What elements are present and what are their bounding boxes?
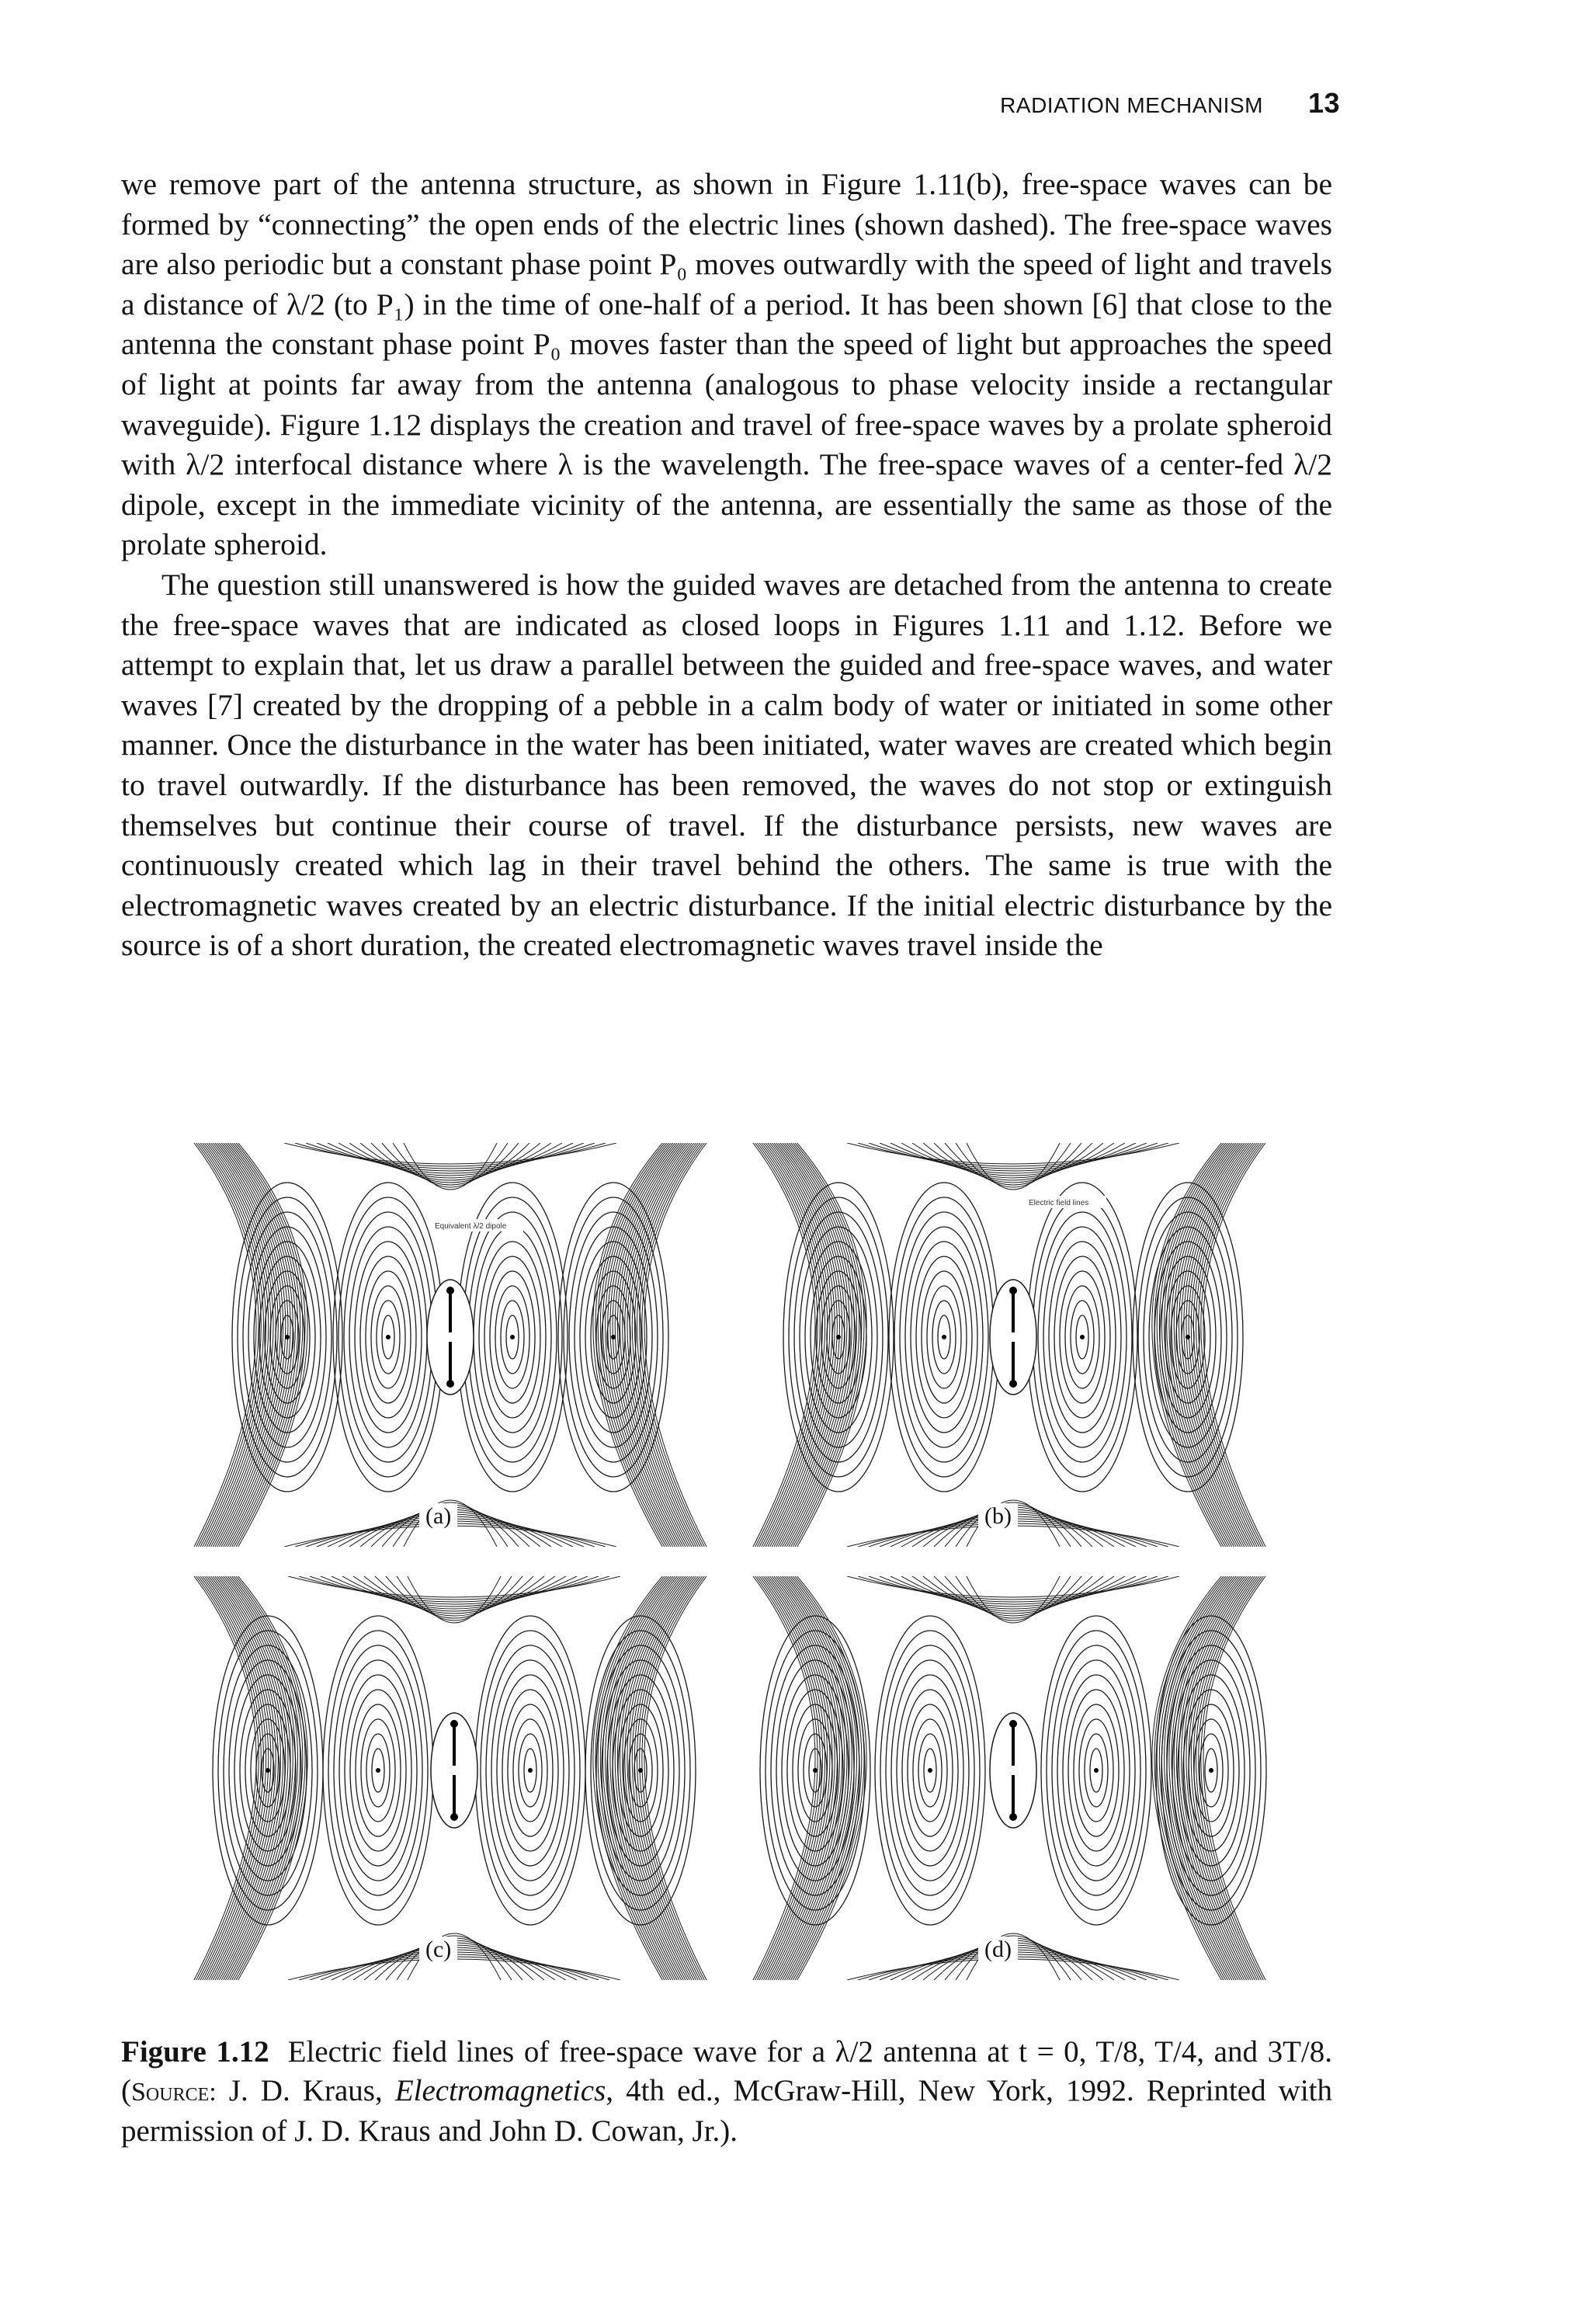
outer-field-line (615, 1576, 681, 1980)
outer-field-line (627, 1576, 692, 1980)
loop-center-dot (510, 1335, 515, 1339)
outer-field-line (1186, 1143, 1251, 1547)
outer-field-line (778, 1576, 844, 1980)
top-arc-line (371, 1143, 529, 1183)
outer-field-line (759, 1576, 822, 1980)
page-number: 13 (1307, 87, 1340, 119)
loop-center-dot (1209, 1768, 1213, 1773)
field-lines-drawing-b (745, 1143, 1273, 1547)
figure-panel-c (186, 1576, 714, 1980)
caption-source-post: , 4th ed., McGraw-Hill, New York, 1992. Reprinted with permission of J. D. Kraus and John D. Cowan, Jr.). (121, 2074, 1333, 2148)
outer-field-line (1199, 1143, 1262, 1547)
dipole-end-dot (1009, 1380, 1017, 1388)
outer-field-line (1182, 1143, 1247, 1547)
outer-field-line (209, 1143, 273, 1547)
outer-field-line (205, 1143, 269, 1547)
loop-center-dot (266, 1768, 270, 1773)
dipole-end-dot (446, 1380, 454, 1388)
outer-field-line (1191, 1143, 1255, 1547)
outer-field-line (765, 1143, 830, 1547)
loop-center-dot (1094, 1768, 1099, 1773)
top-arc-line (934, 1143, 1092, 1183)
top-arc-line (364, 1576, 544, 1614)
top-arc-line (360, 1143, 540, 1180)
loop-center-dot (638, 1768, 643, 1773)
outer-field-line (632, 1576, 696, 1980)
outer-field-line (1182, 1576, 1247, 1980)
figure-panel-a (186, 1143, 714, 1547)
top-arc-line (934, 1576, 1092, 1616)
caption-text: Electric field lines of free-space wave for a λ/2 antenna at t = 0, T/8, T/4, and 3T/8. (287, 2035, 1332, 2069)
outer-field-line (1199, 1576, 1262, 1980)
loop-center-dot (386, 1335, 391, 1339)
outer-field-line (762, 1143, 825, 1547)
loop-center-dot (942, 1335, 946, 1339)
panel-label-b: (b) (978, 1503, 1018, 1530)
field-lines-drawing-d (745, 1576, 1273, 1980)
outer-field-line (759, 1143, 822, 1547)
panel-annotation: Equivalent λ/2 dipole (435, 1222, 507, 1231)
figure-1-12 (186, 1143, 1265, 1980)
loop-center-dot (376, 1768, 380, 1773)
panel-label-a: (a) (419, 1503, 457, 1530)
figure-caption: Figure 1.12 Electric field lines of free-space wave for a λ/2 antenna at t = 0, T/8, T/4, and 3T/8. (Source: J. D. Kraus, Electromagnetics, 4th ed., McGraw-Hill, New York, 1992. Reprinted with permission of J. D. Kraus and John D. Cowan, Jr.). (121, 2035, 1333, 2148)
outer-field-line (640, 1576, 703, 1980)
outer-field-line (198, 1576, 261, 1980)
loop-center-dot (1080, 1335, 1085, 1339)
caption-source-pre: J. D. Kraus, (228, 2074, 383, 2107)
loop-center-dot (611, 1335, 616, 1339)
body-text (121, 165, 1332, 966)
top-arc-line (923, 1143, 1103, 1180)
field-lines-drawing-c (186, 1576, 714, 1980)
dipole-end-dot (1009, 1720, 1017, 1728)
dipole-end-dot (450, 1720, 458, 1728)
outer-field-line (203, 1143, 266, 1547)
paragraph-2: The question still unanswered is how the guided waves are detached from the antenna to create the free-space waves that are indicated as closed loops in Figures 1.11 and 1.12. Before we attempt to explain that, let us draw a parallel between the guided and free-space waves, and water waves [7] created by the dropping of a pebble in a calm body of water or initiated in some other manner. Once the disturbance in the water has been initiated, water waves are created which begin to travel outwardly. If the disturbance has been removed, the waves do not stop or extinguish themselves but continue their course of travel. If the disturbance persists, new waves are continuously created which lag in their travel behind the others. The same is true with the electromagnetic waves created by an electric disturbance. If the initial electric disturbance by the source is of a short duration, the created electromagnetic waves travel inside the (121, 567, 1332, 963)
outer-field-line (1174, 1143, 1240, 1547)
outer-field-line (198, 1143, 261, 1547)
caption-source-tag: Source: (131, 2078, 217, 2107)
outer-field-line (1176, 1143, 1242, 1547)
outer-field-line (1191, 1576, 1255, 1980)
outer-field-line (634, 1576, 698, 1980)
loop-center-dot (528, 1768, 533, 1773)
paragraph-1: we remove part of the antenna structure, as shown in Figure 1.11(b), free-space waves can be formed by “connecting” the open ends of the electric lines (shown dashed). The free-space waves are also periodic but a constant phase point P₀ moves outwardly with the speed of light and travels a distance of λ/2 (to P₁) in the time of one-half of a period. It has been shown [6] that close to the antenna the constant phase point P₀ moves faster than the speed of light but approaches the speed of light at points far away from the antenna (analogous to phase velocity inside a rectangular waveguide). Figure 1.12 displays the creation and travel of free-space waves by a prolate spheroid with λ/2 interfocal distance where λ is the wavelength. The free-space waves of a center-fed λ/2 dipole, except in the immediate vicinity of the antenna, are essentially the same as those of the prolate spheroid. (121, 167, 1332, 562)
outer-field-line (1179, 1143, 1245, 1547)
outer-field-line (770, 1576, 835, 1980)
figure-panel-d (745, 1576, 1273, 1980)
outer-field-line (1176, 1576, 1242, 1980)
outer-field-line (215, 1576, 281, 1980)
outer-field-line (213, 1143, 278, 1547)
panel-label-d: (d) (978, 1937, 1018, 1963)
outer-field-line (764, 1143, 828, 1547)
outer-field-line (1196, 1143, 1259, 1547)
loop-center-dot (928, 1768, 932, 1773)
loop-center-dot (285, 1335, 290, 1339)
outer-field-line (764, 1576, 828, 1980)
panel-label-c: (c) (419, 1937, 457, 1963)
outer-field-line (627, 1143, 692, 1547)
outer-field-line (770, 1143, 835, 1547)
outer-field-line (632, 1143, 696, 1547)
loop-center-dot (836, 1335, 841, 1339)
dipole-end-dot (446, 1287, 454, 1294)
dipole-end-dot (450, 1813, 458, 1821)
outer-field-line (757, 1576, 820, 1980)
outer-field-line (207, 1143, 271, 1547)
loop-center-dot (1186, 1335, 1190, 1339)
running-head (1000, 87, 1340, 120)
outer-field-line (778, 1143, 844, 1547)
running-title: RADIATION MECHANISM (1000, 93, 1263, 117)
dipole-end-dot (1009, 1813, 1017, 1821)
outer-field-line (211, 1576, 276, 1980)
outer-field-line (620, 1576, 686, 1980)
field-lines-drawing-a (186, 1143, 714, 1547)
panel-annotation: Electric field lines (1029, 1199, 1089, 1207)
top-arc-line (923, 1576, 1103, 1614)
outer-field-line (623, 1143, 688, 1547)
caption-source-title: Electromagnetics (394, 2074, 606, 2107)
outer-field-line (630, 1143, 694, 1547)
loop-center-dot (813, 1768, 818, 1773)
outer-field-line (205, 1576, 269, 1980)
outer-field-line (207, 1576, 271, 1980)
outer-field-line (765, 1576, 830, 1980)
dipole-end-dot (1009, 1287, 1017, 1294)
outer-field-line (634, 1143, 698, 1547)
caption-label: Figure 1.12 (121, 2035, 269, 2069)
figure-panel-b (745, 1143, 1273, 1547)
outer-field-line (640, 1143, 703, 1547)
top-arc-line (375, 1576, 533, 1616)
outer-field-line (1189, 1576, 1253, 1980)
